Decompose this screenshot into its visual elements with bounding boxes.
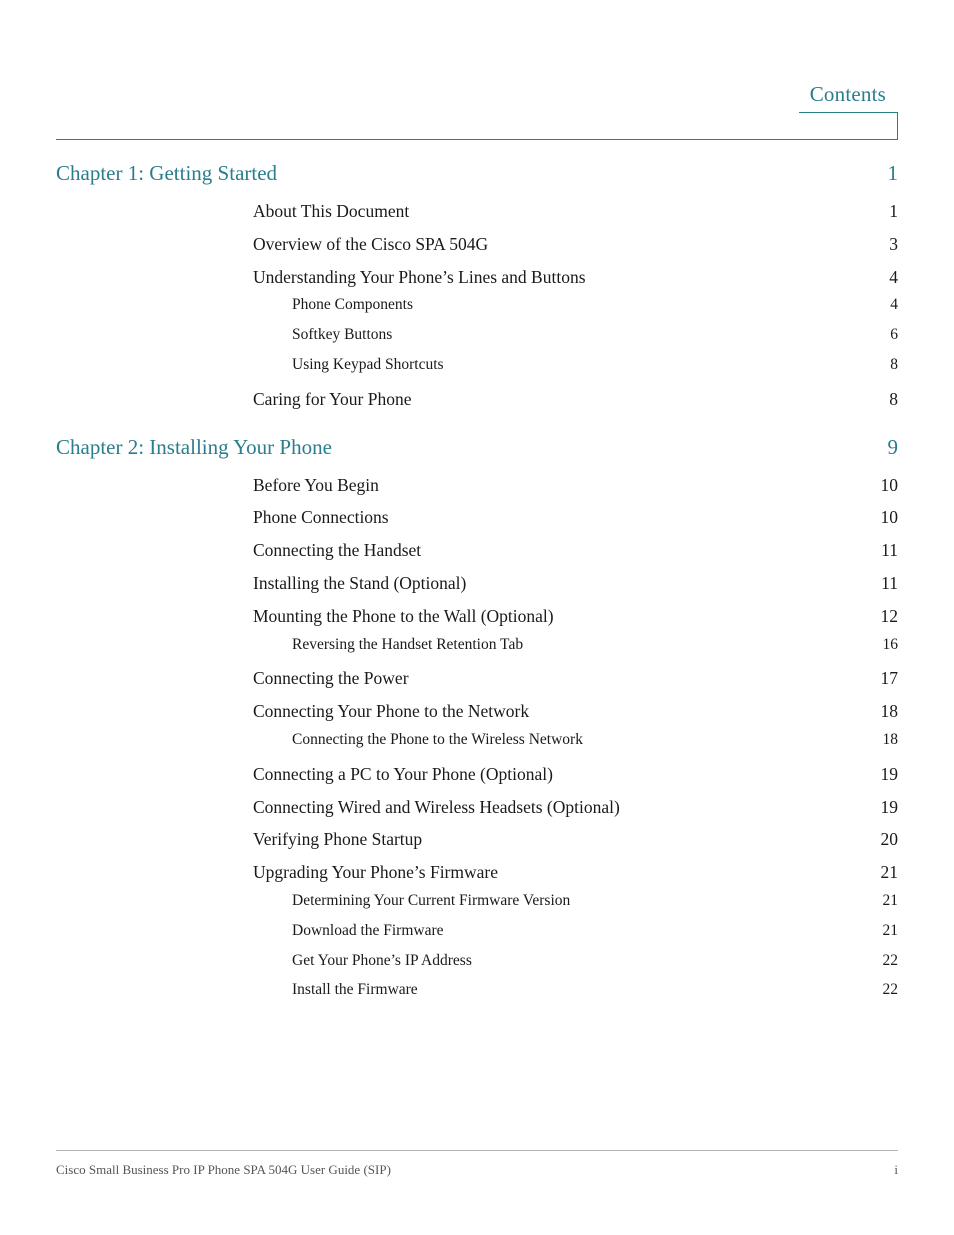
chapter-spacer [56,414,898,433]
toc-entry-title[interactable]: Connecting a PC to Your Phone (Optional) [253,763,553,784]
toc-page-number[interactable]: 22 [882,951,898,969]
toc-entry-title[interactable]: Phone Connections [253,507,389,528]
toc-subsection-row[interactable] [56,947,898,977]
toc-entry-title[interactable]: Determining Your Current Firmware Version [292,891,571,909]
toc-entry-title[interactable]: Caring for Your Phone [253,388,412,409]
toc-entry-title[interactable]: Phone Components [292,296,413,314]
toc-entry-title[interactable]: Connecting the Power [253,668,409,689]
toc-page-number[interactable]: 9 [887,434,898,459]
toc-entry-title[interactable]: Connecting Wired and Wireless Headsets (Optional) [253,796,620,817]
toc-section-row[interactable] [56,660,898,693]
toc-entry-title[interactable]: Upgrading Your Phone’s Firmware [253,862,498,883]
toc-page-number[interactable]: 8 [890,355,898,373]
toc-section-row[interactable] [56,381,898,414]
toc-entry-title[interactable]: Chapter 1: Getting Started [56,161,278,185]
toc-section-row[interactable] [56,467,898,500]
toc-subsection-row[interactable] [56,976,898,1006]
toc-entry-title[interactable]: Verifying Phone Startup [253,829,423,850]
toc-page-number[interactable]: 21 [880,862,898,883]
toc-section-row[interactable] [56,854,898,887]
toc-page-number[interactable]: 19 [880,796,898,817]
toc-entry-title[interactable]: Connecting Your Phone to the Network [253,701,530,722]
toc-page-number[interactable]: 1 [887,161,898,185]
toc-section-row[interactable] [56,821,898,854]
toc-subsection-row[interactable] [56,291,898,321]
toc-page-number[interactable]: 20 [880,829,898,850]
toc-page-number[interactable]: 22 [882,981,898,999]
toc-page-number[interactable]: 8 [889,388,898,409]
toc-entry-title[interactable]: Mounting the Phone to the Wall (Optional) [253,605,554,626]
toc-page-number[interactable]: 3 [889,233,898,254]
toc-entry-title[interactable]: Before You Begin [253,474,379,495]
toc-section-row[interactable] [56,259,898,292]
toc-subsection-row[interactable] [56,726,898,756]
toc-page-number[interactable]: 10 [880,474,898,495]
toc-entry-title[interactable]: Download the Firmware [292,921,444,939]
toc-section-row[interactable] [56,693,898,726]
toc-page-number[interactable]: 12 [880,605,898,626]
toc-page-number[interactable]: 16 [882,635,898,653]
toc-entry-title[interactable]: Get Your Phone’s IP Address [292,951,472,969]
toc-page-number[interactable]: 11 [881,572,898,593]
toc-subsection-row[interactable] [56,321,898,351]
toc-subsection-row[interactable] [56,887,898,917]
toc-page-number[interactable]: 4 [889,266,898,287]
toc-page-number[interactable]: 17 [880,668,898,689]
toc-page-number[interactable]: 18 [882,730,898,748]
footer-document-title: Cisco Small Business Pro IP Phone SPA 504G User Guide (SIP) [56,1162,391,1177]
toc-section-row[interactable] [56,789,898,822]
toc-section-row[interactable] [56,193,898,226]
toc-page-number[interactable]: 21 [882,921,898,939]
toc-subsection-row[interactable] [56,631,898,661]
toc-page-number[interactable]: 6 [890,326,898,344]
header-rule [56,139,898,140]
toc-entry-title[interactable]: Overview of the Cisco SPA 504G [253,233,489,254]
toc-section-row[interactable] [56,756,898,789]
toc-entry-title[interactable]: Install the Firmware [292,981,418,999]
toc-entry-title[interactable]: Reversing the Handset Retention Tab [292,635,524,653]
toc-chapter-row[interactable] [56,433,898,467]
toc-page-number[interactable]: 21 [882,891,898,909]
toc-page-number[interactable]: 1 [889,201,898,221]
toc-section-row[interactable] [56,226,898,259]
toc-entry-title[interactable]: Connecting the Phone to the Wireless Network [292,730,583,748]
title-frame [799,112,898,139]
toc-entry-title[interactable]: Installing the Stand (Optional) [253,572,467,593]
toc-entry-title[interactable]: Understanding Your Phone’s Lines and Buttons [253,266,586,287]
toc-subsection-row[interactable] [56,917,898,947]
toc-subsection-row[interactable] [56,351,898,381]
contents-title: Contents [809,82,886,106]
toc-entry-title[interactable]: Using Keypad Shortcuts [292,355,444,373]
toc-section-row[interactable] [56,565,898,598]
toc-page-number[interactable]: 19 [880,763,898,784]
toc-page-number[interactable]: 4 [890,296,898,314]
toc-entry-title[interactable]: About This Document [253,201,410,221]
toc-entry-title[interactable]: Connecting the Handset [253,540,422,561]
toc-page-number[interactable]: 18 [880,701,898,722]
table-of-contents [56,159,898,1006]
toc-section-row[interactable] [56,532,898,565]
toc-page-number[interactable]: 11 [881,540,898,561]
footer-page-number: i [894,1162,898,1177]
toc-section-row[interactable] [56,598,898,631]
toc-section-row[interactable] [56,499,898,532]
toc-entry-title[interactable]: Chapter 2: Installing Your Phone [56,434,332,459]
footer-rule [56,1150,898,1151]
toc-page-number[interactable]: 10 [880,507,898,528]
toc-entry-title[interactable]: Softkey Buttons [292,326,393,344]
toc-chapter-row[interactable] [56,159,898,193]
